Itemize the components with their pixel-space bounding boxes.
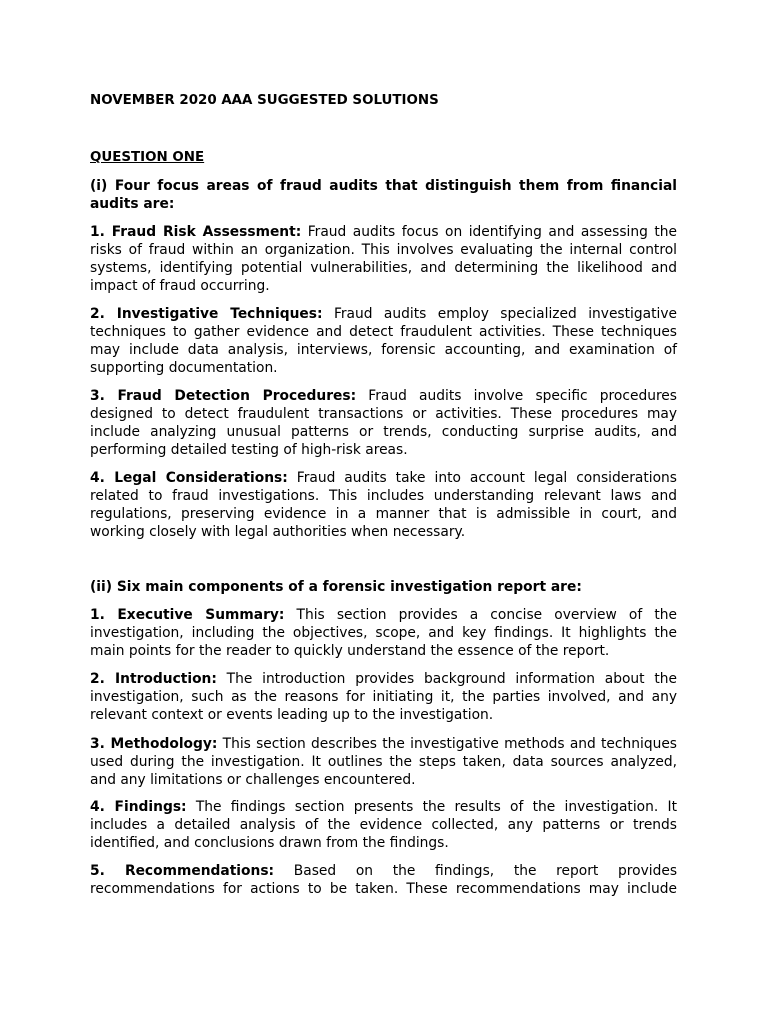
part-one-item-3 — [90, 387, 677, 459]
part-one-item-2 — [90, 305, 677, 377]
item-lead: 1. Executive Summary: — [90, 607, 285, 623]
item-lead: 2. Investigative Techniques: — [90, 306, 323, 322]
item-text: This section provides a concise overview of the investigation, including the objectives, scope, and key findings. It highlights the main points for the reader to quickly understand the essence of the report. — [90, 607, 677, 659]
item-lead: 3. Methodology: — [90, 736, 218, 752]
item-lead: 4. Legal Considerations: — [90, 470, 288, 486]
part-two-item-3 — [90, 735, 677, 789]
item-text: Fraud audits take into account legal considerations related to fraud investigations. This includes understanding relevant laws and regulations, preserving evidence in a manner that is admissible in court, and working closely with legal authorities when necessary. — [90, 470, 677, 540]
part-one-item-1 — [90, 223, 677, 295]
part-one-item-4 — [90, 469, 677, 541]
part-two-item-2 — [90, 670, 677, 724]
question-heading: QUESTION ONE — [90, 150, 205, 165]
item-text: Fraud audits focus on identifying and assessing the risks of fraud within an organization. This involves evaluating the internal control systems, identifying potential vulnerabilities, and determining the likelihood and impact of fraud occurring. — [90, 224, 677, 294]
item-text: Fraud audits involve specific procedures designed to detect fraudulent transactions or activities. These procedures may include analyzing unusual patterns or trends, conducting surprise audits, and performing detailed testing of high-risk areas. — [90, 388, 677, 458]
part-two-item-1 — [90, 606, 677, 660]
item-text: This section describes the investigative methods and techniques used during the investigation. It outlines the steps taken, data sources analyzed, and any limitations or challenges encountered. — [90, 736, 677, 788]
item-text: Fraud audits employ specialized investigative techniques to gather evidence and detect fraudulent activities. These techniques may include data analysis, interviews, forensic accounting, and examination of supporting documentation. — [90, 306, 677, 376]
item-lead: 2. Introduction: — [90, 671, 217, 687]
item-text: The introduction provides background information about the investigation, such as the reasons for initiating it, the parties involved, and any relevant context or events leading up to the investigation. — [90, 671, 677, 723]
part-two-item-5 — [90, 862, 677, 898]
part-two-item-4 — [90, 798, 677, 852]
part-two-heading: (ii) Six main components of a forensic investigation report are: — [90, 579, 582, 595]
item-lead: 5. Recommendations: — [90, 863, 275, 879]
item-text: Based on the findings, the report provides recommendations for actions to be taken. These recommendations may include — [90, 863, 678, 897]
part-one-heading: (i) Four focus areas of fraud audits that distinguish them from financial audits are: — [90, 178, 677, 212]
document-title: NOVEMBER 2020 AAA SUGGESTED SOLUTIONS — [90, 93, 439, 108]
item-lead: 1. Fraud Risk Assessment: — [90, 224, 302, 240]
item-lead: 4. Findings: — [90, 799, 187, 815]
item-lead: 3. Fraud Detection Procedures: — [90, 388, 357, 404]
item-text: The findings section presents the results of the investigation. It includes a detailed analysis of the evidence collected, any patterns or trends identified, and conclusions drawn from the findings. — [90, 799, 677, 851]
